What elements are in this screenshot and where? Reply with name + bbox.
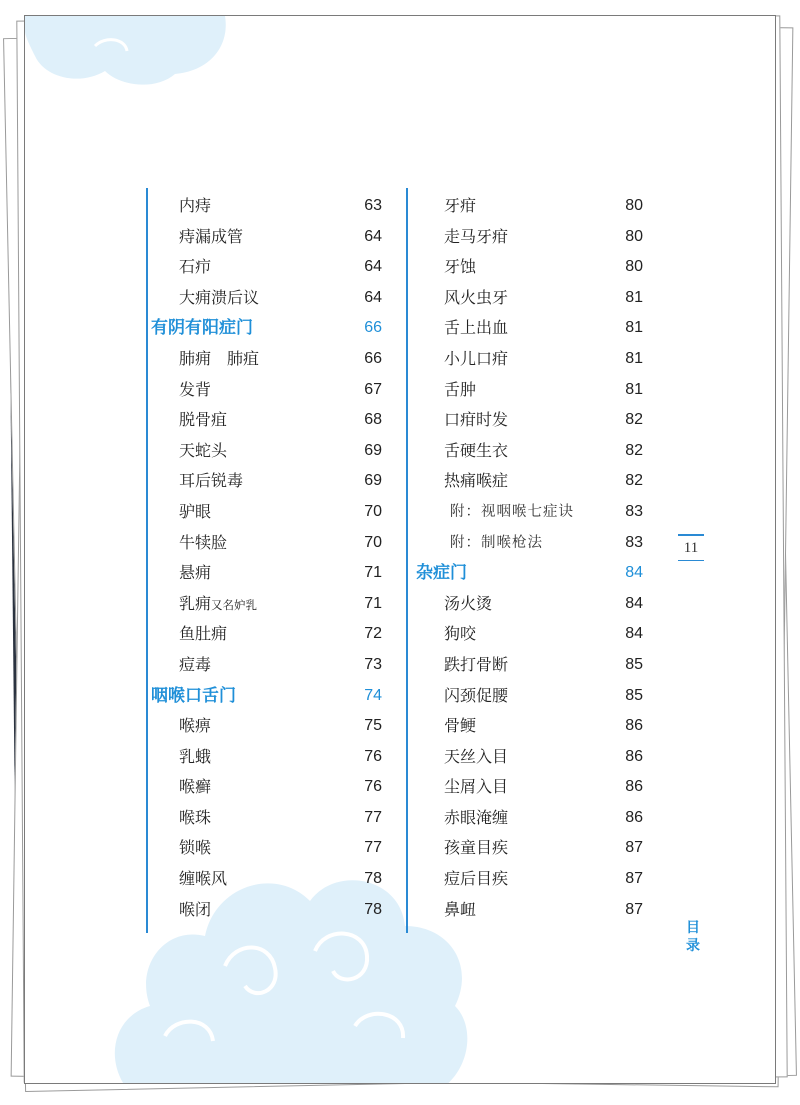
toc-entry[interactable] bbox=[410, 375, 643, 406]
toc-entry[interactable] bbox=[410, 619, 643, 650]
toc-entry-title: 热痛喉症 bbox=[444, 471, 509, 491]
toc-entry-title: 锁喉 bbox=[179, 838, 212, 858]
toc-entry-page: 80 bbox=[625, 258, 643, 276]
toc-entry[interactable] bbox=[145, 466, 382, 497]
toc-entry[interactable] bbox=[410, 191, 643, 222]
toc-entry-page: 71 bbox=[364, 594, 382, 612]
toc-entry-title: 小儿口疳 bbox=[444, 348, 509, 368]
toc-entry-title: 牛犊脸 bbox=[179, 532, 228, 552]
side-caption-char: 录 bbox=[686, 938, 700, 954]
toc-entry-page: 84 bbox=[625, 564, 643, 582]
toc-entry-title: 肺痈 肺疽 bbox=[179, 348, 260, 368]
toc-entry-page: 82 bbox=[625, 411, 643, 429]
toc-entry-page: 77 bbox=[364, 808, 382, 826]
toc-entry[interactable] bbox=[410, 895, 643, 926]
toc-page bbox=[24, 15, 776, 1084]
toc-entry[interactable] bbox=[410, 833, 643, 864]
toc-entry-title: 风火虫牙 bbox=[444, 287, 509, 307]
toc-entry[interactable] bbox=[145, 191, 382, 222]
toc-entry[interactable] bbox=[410, 466, 643, 497]
page-number-text: 11 bbox=[683, 539, 699, 556]
toc-entry[interactable] bbox=[410, 344, 643, 375]
toc-entry-title: 悬痈 bbox=[179, 563, 212, 583]
toc-entry[interactable] bbox=[410, 405, 643, 436]
toc-entry-page: 87 bbox=[625, 870, 643, 888]
toc-entry-title: 痔漏成管 bbox=[179, 226, 244, 246]
toc-entry-page: 69 bbox=[364, 472, 382, 490]
toc-entry-page: 85 bbox=[625, 686, 643, 704]
toc-entry-page: 80 bbox=[625, 227, 643, 245]
toc-entry[interactable] bbox=[145, 375, 382, 406]
toc-entry-page: 82 bbox=[625, 441, 643, 459]
toc-entry-page: 77 bbox=[364, 839, 382, 857]
toc-entry-page: 71 bbox=[364, 564, 382, 582]
cloud-decoration-top bbox=[25, 16, 235, 86]
toc-entry-page: 81 bbox=[625, 349, 643, 367]
toc-entry-page: 73 bbox=[364, 655, 382, 673]
toc-entry-page: 64 bbox=[364, 288, 382, 306]
toc-entry-title: 舌硬生衣 bbox=[444, 440, 509, 460]
toc-entry[interactable] bbox=[410, 742, 643, 773]
toc-entry-page: 87 bbox=[625, 839, 643, 857]
toc-entry-page: 86 bbox=[625, 778, 643, 796]
column-rule-right bbox=[406, 188, 408, 933]
toc-entry-title: 牙疳 bbox=[444, 196, 477, 215]
toc-entry[interactable] bbox=[145, 742, 382, 773]
toc-section-heading[interactable] bbox=[145, 681, 382, 712]
toc-section-heading[interactable] bbox=[410, 558, 643, 589]
toc-entry-title: 咽喉口舌门 bbox=[151, 685, 236, 706]
toc-entry-page: 64 bbox=[364, 227, 382, 245]
toc-entry-title: 狗咬 bbox=[444, 624, 477, 644]
toc-entry[interactable] bbox=[145, 833, 382, 864]
toc-entry[interactable] bbox=[145, 436, 382, 467]
toc-entry-page: 81 bbox=[625, 288, 643, 306]
toc-entry-page: 70 bbox=[364, 502, 382, 520]
toc-entry-page: 78 bbox=[364, 870, 382, 888]
toc-entry-page: 83 bbox=[625, 502, 643, 520]
toc-entry-page: 85 bbox=[625, 655, 643, 673]
toc-entry[interactable] bbox=[410, 864, 643, 895]
toc-entry-page: 63 bbox=[364, 197, 382, 214]
toc-entry-title: 痘后目疾 bbox=[444, 869, 509, 889]
toc-entry[interactable] bbox=[145, 528, 382, 559]
toc-entry-title: 走马牙疳 bbox=[444, 226, 509, 246]
toc-entry-title: 发背 bbox=[179, 379, 212, 399]
toc-entry[interactable] bbox=[145, 589, 382, 620]
toc-entry-page: 81 bbox=[625, 380, 643, 398]
toc-entry-page: 78 bbox=[364, 900, 382, 918]
toc-entry-page: 64 bbox=[364, 258, 382, 276]
toc-entry-page: 84 bbox=[625, 625, 643, 643]
toc-entry-title: 脱骨疽 bbox=[179, 410, 228, 430]
toc-entry[interactable] bbox=[145, 252, 382, 283]
toc-column-left bbox=[145, 191, 382, 925]
toc-entry-page: 76 bbox=[364, 747, 382, 765]
toc-entry-page: 76 bbox=[364, 778, 382, 796]
toc-entry-title: 驴眼 bbox=[179, 501, 212, 521]
toc-entry[interactable] bbox=[145, 222, 382, 253]
toc-entry[interactable] bbox=[410, 313, 643, 344]
toc-entry[interactable] bbox=[410, 589, 643, 620]
toc-entry[interactable] bbox=[145, 711, 382, 742]
toc-entry-page: 67 bbox=[364, 380, 382, 398]
toc-entry-page: 75 bbox=[364, 717, 382, 735]
toc-entry-title: 杂症门 bbox=[416, 563, 467, 584]
toc-entry-title: 天丝入目 bbox=[444, 746, 509, 766]
toc-entry-title: 天蛇头 bbox=[179, 440, 228, 460]
toc-entry-title: 汤火烫 bbox=[444, 593, 493, 613]
toc-entry-title: 石疖 bbox=[179, 257, 212, 277]
toc-entry[interactable] bbox=[410, 681, 643, 712]
toc-entry[interactable] bbox=[410, 772, 643, 803]
toc-entry-page: 84 bbox=[625, 594, 643, 612]
toc-entry-page: 86 bbox=[625, 808, 643, 826]
toc-entry[interactable] bbox=[410, 711, 643, 742]
toc-entry-title: 口疳时发 bbox=[444, 410, 509, 430]
toc-entry-title: 尘屑入目 bbox=[444, 777, 509, 797]
toc-entry-title: 鱼肚痈 bbox=[179, 624, 228, 644]
toc-entry-title: 喉痹 bbox=[179, 716, 212, 736]
toc-entry-page: 80 bbox=[625, 197, 643, 214]
toc-entry-title: 鼻衄 bbox=[444, 899, 477, 919]
toc-entry[interactable] bbox=[145, 772, 382, 803]
toc-entry-title: 乳痈 bbox=[179, 593, 212, 613]
toc-entry-page: 83 bbox=[625, 533, 643, 551]
toc-entry[interactable] bbox=[410, 803, 643, 834]
toc-entry-page: 86 bbox=[625, 747, 643, 765]
toc-entry-page: 82 bbox=[625, 472, 643, 490]
toc-entry[interactable] bbox=[145, 619, 382, 650]
toc-entry-title: 内痔 bbox=[179, 196, 212, 215]
toc-entry-title: 舌肿 bbox=[444, 379, 477, 399]
toc-entry[interactable] bbox=[145, 344, 382, 375]
toc-entry-title: 有阴有阳症门 bbox=[151, 318, 253, 339]
toc-entry[interactable] bbox=[145, 864, 382, 895]
toc-entry-page: 72 bbox=[364, 625, 382, 643]
toc-entry-page: 66 bbox=[364, 349, 382, 367]
toc-entry[interactable] bbox=[410, 283, 643, 314]
toc-entry-note: 又名妒乳 bbox=[211, 597, 257, 612]
toc-entry-title: 耳后锐毒 bbox=[179, 471, 244, 491]
toc-entry-title: 痘毒 bbox=[179, 654, 212, 674]
toc-entry[interactable] bbox=[145, 405, 382, 436]
toc-entry-page: 70 bbox=[364, 533, 382, 551]
toc-entry[interactable] bbox=[145, 558, 382, 589]
toc-entry[interactable] bbox=[410, 650, 643, 681]
toc-entry[interactable] bbox=[145, 497, 382, 528]
toc-entry-page: 69 bbox=[364, 441, 382, 459]
toc-entry[interactable] bbox=[410, 252, 643, 283]
toc-entry[interactable] bbox=[410, 436, 643, 467]
toc-entry-title: 乳蛾 bbox=[179, 746, 212, 766]
toc-entry[interactable] bbox=[410, 222, 643, 253]
toc-column-right bbox=[410, 191, 643, 925]
toc-entry-title: 喉闭 bbox=[179, 899, 212, 919]
toc-entry[interactable] bbox=[145, 650, 382, 681]
toc-entry-title: 赤眼淹缠 bbox=[444, 807, 509, 827]
toc-entry-title: 缠喉风 bbox=[179, 869, 228, 889]
toc-entry-title: 附：制喉枪法 bbox=[450, 534, 543, 551]
toc-entry-page: 87 bbox=[625, 900, 643, 918]
toc-entry[interactable] bbox=[145, 803, 382, 834]
toc-section-heading[interactable] bbox=[145, 313, 382, 344]
toc-entry[interactable] bbox=[145, 895, 382, 926]
toc-entry-page: 81 bbox=[625, 319, 643, 337]
toc-entry-title: 喉珠 bbox=[179, 807, 212, 827]
toc-entry-page: 68 bbox=[364, 411, 382, 429]
toc-entry-title: 舌上出血 bbox=[444, 318, 509, 338]
toc-entry-page: 66 bbox=[364, 319, 382, 337]
toc-entry-page: 74 bbox=[364, 686, 382, 704]
toc-entry[interactable] bbox=[410, 528, 643, 559]
toc-entry-title: 牙蚀 bbox=[444, 257, 477, 277]
toc-entry-title: 大痈溃后议 bbox=[179, 287, 260, 307]
toc-entry[interactable] bbox=[410, 497, 643, 528]
toc-entry[interactable] bbox=[145, 283, 382, 314]
toc-entry-title: 孩童目疾 bbox=[444, 838, 509, 858]
toc-entry-title: 喉癣 bbox=[179, 777, 212, 797]
toc-entry-title: 跌打骨断 bbox=[444, 654, 509, 674]
side-caption-char: 目 bbox=[686, 920, 700, 936]
toc-entry-page: 86 bbox=[625, 717, 643, 735]
toc-entry-title: 附：视咽喉七症诀 bbox=[450, 503, 574, 520]
side-caption bbox=[683, 919, 703, 955]
page-number bbox=[678, 534, 704, 561]
toc-entry-title: 闪颈促腰 bbox=[444, 685, 509, 705]
toc-entry-title: 骨鲠 bbox=[444, 716, 477, 736]
